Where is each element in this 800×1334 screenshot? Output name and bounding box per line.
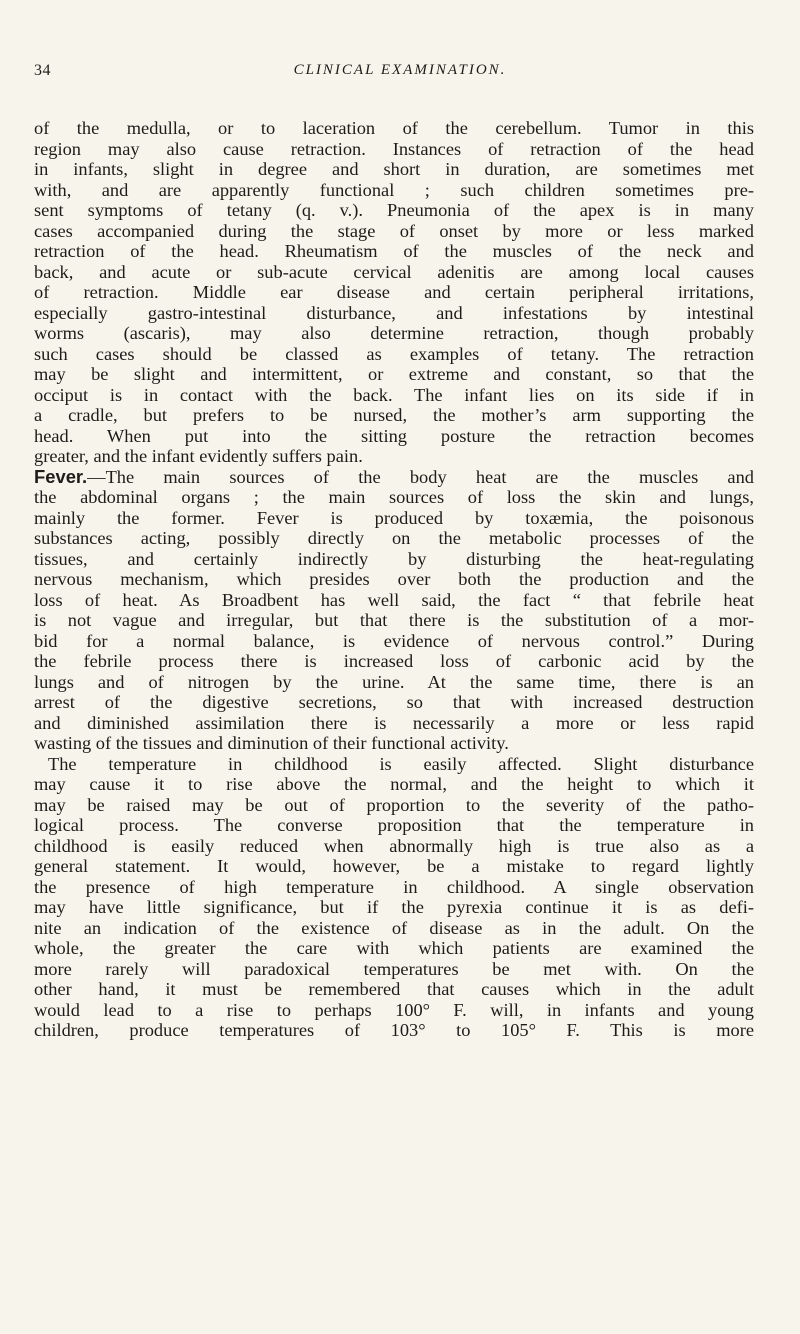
text-line: occiput is in contact with the back. The infant lies on its side if in: [34, 384, 754, 405]
text-line: substances acting, possibly directly on the metabolic processes of the: [34, 528, 754, 548]
text-line: is not vague and irregular, but that there is the substitution of a mor-: [34, 610, 754, 630]
fever-paragraph-first-line: [34, 467, 754, 488]
page-number: 34: [34, 62, 51, 79]
text-line: wasting of the tissues and diminution of their functional activity.: [34, 733, 509, 753]
text-line: whole, the greater the care with which patients are examined the: [34, 938, 754, 958]
text-line: the abdominal organs ; the main sources of loss the skin and lungs,: [34, 487, 754, 507]
text-line: the presence of high temperature in childhood. A single observation: [34, 876, 754, 897]
text-line: The temperature in childhood is easily affected. Slight disturbance: [48, 753, 754, 774]
text-line: a cradle, but prefers to be nursed, the mother’s arm supporting the: [34, 405, 754, 425]
text-line: other hand, it must be remembered that causes which in the adult: [34, 979, 754, 999]
text-line: nite an indication of the existence of disease as in the adult. On the: [34, 917, 754, 938]
text-line: bid for a normal balance, is evidence of nervous control.” During: [34, 630, 754, 651]
text-line: —The main sources of the body heat are the muscles and: [87, 466, 754, 487]
text-line: in infants, slight in degree and short in duration, are sometimes met: [34, 159, 754, 179]
text-line: more rarely will paradoxical temperatures be met with. On the: [34, 958, 754, 979]
text-line: and diminished assimilation there is necessarily a more or less rapid: [34, 712, 754, 733]
running-head: [34, 62, 766, 86]
text-line: cases accompanied during the stage of onset by more or less marked: [34, 220, 754, 241]
text-line: nervous mechanism, which presides over both the production and the: [34, 569, 754, 589]
text-line: arrest of the digestive secretions, so that with increased destruction: [34, 692, 754, 712]
text-line: especially gastro-intestinal disturbance, and infestations by intestinal: [34, 302, 754, 323]
running-title: CLINICAL EXAMINATION.: [293, 62, 507, 78]
text-line: worms (ascaris), may also determine retraction, though probably: [34, 323, 754, 343]
text-line: such cases should be classed as examples of tetany. The retraction: [34, 343, 754, 364]
text-line: would lead to a rise to perhaps 100° F. will, in infants and young: [34, 999, 754, 1020]
text-line: general statement. It would, however, be a mistake to regard lightly: [34, 856, 754, 876]
text-line: of retraction. Middle ear disease and certain peripheral irritations,: [34, 282, 754, 302]
text-line: children, produce temperatures of 103° to 105° F. This is more: [34, 1020, 754, 1040]
text-line: may have little significance, but if the pyrexia continue it is as defi-: [34, 897, 754, 917]
text-line: sent symptoms of tetany (q. v.). Pneumonia of the apex is in many: [34, 200, 754, 220]
text-line: back, and acute or sub-acute cervical adenitis are among local causes: [34, 261, 754, 282]
text-line: region may also cause retraction. Instances of retraction of the head: [34, 138, 754, 159]
text-line: may be slight and intermittent, or extreme and constant, so that the: [34, 364, 754, 384]
text-line: greater, and the infant evidently suffers pain.: [34, 446, 363, 466]
text-line: childhood is easily reduced when abnormally high is true also as a: [34, 835, 754, 856]
text-line: head. When put into the sitting posture the retraction becomes: [34, 425, 754, 446]
text-line: of the medulla, or to laceration of the cerebellum. Tumor in this: [34, 118, 754, 138]
text-line: may be raised may be out of proportion to the severity of the patho-: [34, 794, 754, 815]
text-line: tissues, and certainly indirectly by disturbing the heat-regulating: [34, 548, 754, 569]
text-line: logical process. The converse proposition that the temperature in: [34, 815, 754, 835]
text-line: may cause it to rise above the normal, and the height to which it: [34, 774, 754, 794]
text-line: the febrile process there is increased loss of carbonic acid by the: [34, 651, 754, 671]
body-text: [34, 118, 754, 1041]
text-line: retraction of the head. Rheumatism of the muscles of the neck and: [34, 241, 754, 261]
section-heading-fever: Fever.: [34, 465, 88, 487]
text-line: mainly the former. Fever is produced by toxæmia, the poisonous: [34, 507, 754, 528]
text-line: loss of heat. As Broadbent has well said, the fact “ that febrile heat: [34, 589, 754, 610]
text-line: lungs and of nitrogen by the urine. At the same time, there is an: [34, 671, 754, 692]
text-line: with, and are apparently functional ; such children sometimes pre-: [34, 179, 754, 200]
